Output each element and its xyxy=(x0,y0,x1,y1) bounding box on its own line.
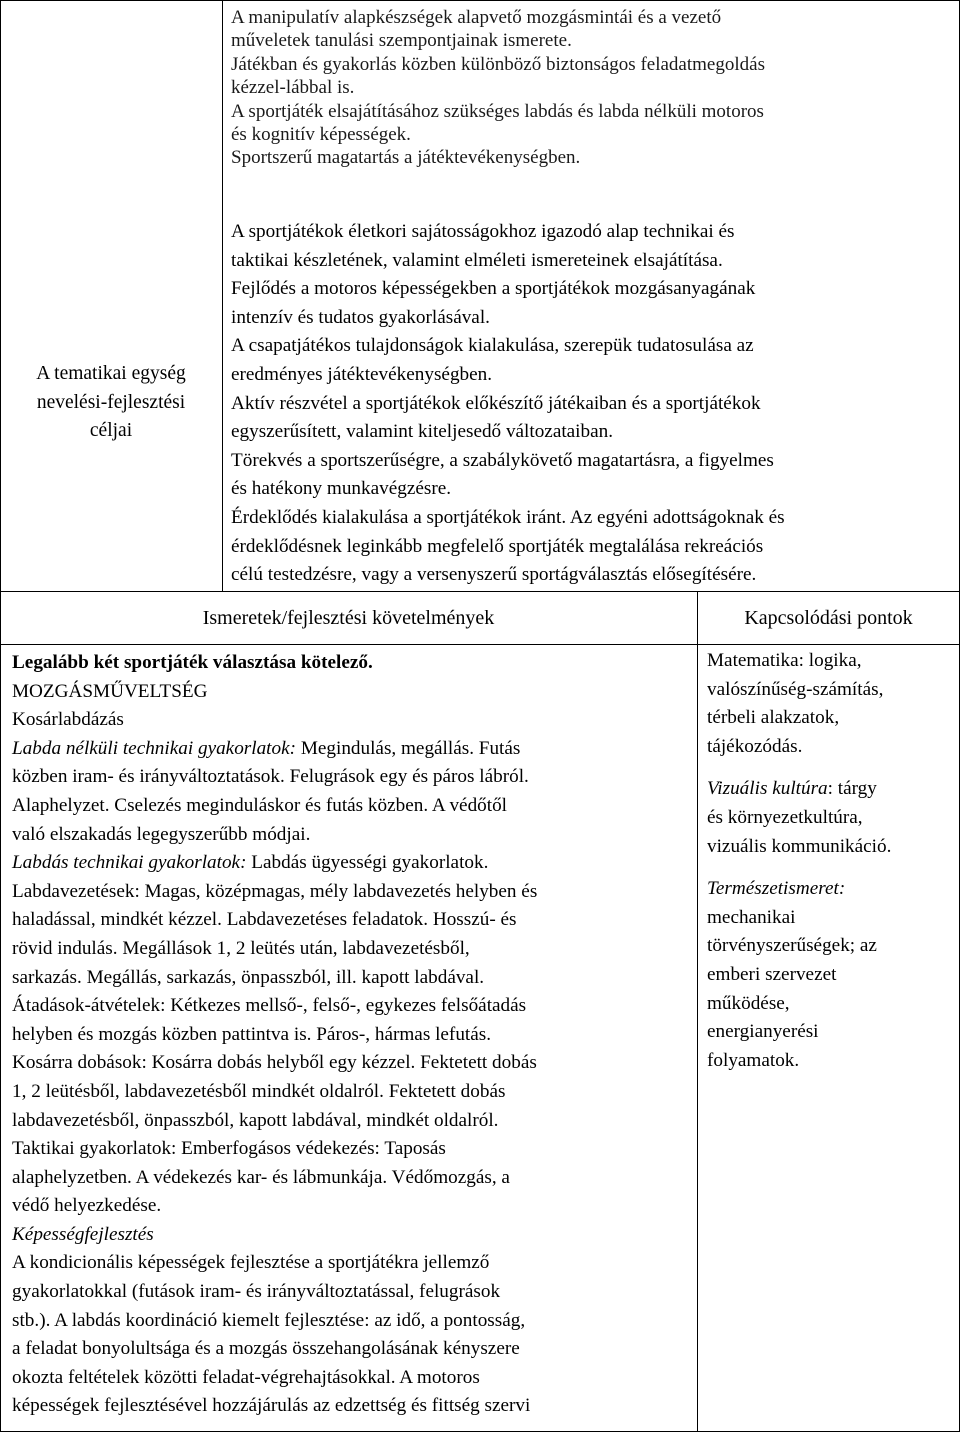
requirement-line xyxy=(12,1364,695,1393)
requirement-text: alaphelyzetben. A védekezés kar- és lábmunkája. Védőmozgás, a xyxy=(12,1166,510,1188)
connection-math xyxy=(707,647,957,761)
requirement-line xyxy=(12,1249,695,1278)
connection-visual xyxy=(707,775,957,861)
requirement-line xyxy=(12,1049,695,1078)
prior-line: A manipulatív alapkészségek alapvető mozgásmintái és a vezető xyxy=(231,7,722,28)
requirement-line xyxy=(12,964,695,993)
goals-line: eredményes játéktevékenységben. xyxy=(231,363,493,385)
prior-line: kézzel-lábbal is. xyxy=(231,77,355,99)
requirement-text: Kosárra dobások: Kosárra dobás helyből egy kézzel. Fektetett dobás xyxy=(12,1052,537,1074)
connection-science-label: Természetismeret: xyxy=(707,878,846,900)
requirement-line xyxy=(12,792,695,821)
requirement-line xyxy=(12,1078,695,1107)
requirement-text: Taktikai gyakorlatok: Emberfogásos védekezés: Taposás xyxy=(12,1138,446,1160)
requirement-text: A kondicionális képességek fejlesztése a sportjátékra jellemző xyxy=(12,1252,490,1274)
goals-line: célú testedzésre, vagy a versenyszerű sportágválasztás elősegítésére. xyxy=(231,564,757,586)
requirement-text: való elszakadás legegyszerűbb módjai. xyxy=(12,823,311,845)
requirement-line xyxy=(12,906,695,935)
requirement-text: haladással, mindkét kézzel. Labdavezetéses feladatok. Hosszú- és xyxy=(12,909,517,931)
science-lines-line: mechanikai xyxy=(707,906,796,928)
visual-lines-line: vizuális kommunikáció. xyxy=(707,835,892,857)
requirement-line xyxy=(12,821,695,850)
goals-label-line-1: A tematikai egység xyxy=(36,363,186,384)
prior-line: Játékban és gyakorlás közben különböző biztonságos feladatmegoldás xyxy=(231,53,765,75)
prior-knowledge-text xyxy=(231,6,956,170)
requirement-text: Megindulás, megállás. Futás xyxy=(296,737,521,759)
requirement-line xyxy=(12,1307,695,1336)
requirement-text: sarkazás. Megállás, sarkazás, önpasszból, ill. kapott labdával. xyxy=(12,966,485,988)
requirements-divider xyxy=(697,591,698,1432)
requirement-line xyxy=(12,849,695,878)
requirement-italic-label: Labda nélküli technikai gyakorlatok: xyxy=(12,737,297,759)
sport-name: Kosárlabdázás xyxy=(12,709,124,731)
connections-body xyxy=(707,647,957,1075)
goals-label-line-3: céljai xyxy=(89,420,133,442)
header-separator xyxy=(0,644,960,645)
requirements-lead: Legalább két sportjáték választása kötelező. xyxy=(12,652,373,673)
requirement-line xyxy=(12,1107,695,1136)
requirement-line xyxy=(12,763,695,792)
requirement-line xyxy=(12,992,695,1021)
requirement-text: helyben és mozgás közben pattintva is. Páros-, hármas lefutás. xyxy=(12,1023,492,1045)
requirement-text: labdavezetésből, önpasszból, kapott labdával, mindkét oldalról. xyxy=(12,1109,499,1131)
connection-visual-label: Vizuális kultúra xyxy=(707,778,828,800)
science-lines-line: működése, xyxy=(707,992,790,1014)
connection-science xyxy=(707,875,957,1075)
goals-line: érdeklődésnek leginkább megfelelő sportjáték megtalálása rekreációs xyxy=(231,535,764,557)
requirement-text: 1, 2 leütésből, labdavezetésből mindkét oldalról. Fektetett dobás xyxy=(12,1080,506,1102)
requirement-line xyxy=(12,878,695,907)
goals-label-cell xyxy=(0,360,222,446)
requirements-lines xyxy=(12,735,695,1421)
connections-header: Kapcsolódási pontok xyxy=(744,607,913,629)
goals-text xyxy=(231,218,956,590)
goals-line: Aktív részvétel a sportjátékok előkészítő játékaiban és a sportjátékok xyxy=(231,392,761,414)
requirement-line xyxy=(12,935,695,964)
requirements-body xyxy=(12,649,695,1421)
prior-line: Sportszerű magatartás a játéktevékenységben. xyxy=(231,147,581,169)
goals-line: A csapatjátékos tulajdonságok kialakulása, szerepük tudatosulása az xyxy=(231,335,754,357)
science-lines-line: energianyerési xyxy=(707,1021,819,1043)
connection-math-first: : logika, xyxy=(798,650,862,671)
requirement-text: Alaphelyzet. Cselezés meginduláskor és futás közben. A védőtől xyxy=(12,794,508,816)
goals-line: A sportjátékok életkori sajátosságokhoz igazodó alap technikai és xyxy=(231,221,735,242)
requirement-line xyxy=(12,1278,695,1307)
math-lines-line: valószínűség-számítás, xyxy=(707,678,884,700)
requirement-line xyxy=(12,1135,695,1164)
connection-visual-first: : tárgy xyxy=(827,778,877,800)
requirement-line xyxy=(12,1392,695,1421)
requirement-text: Labdavezetések: Magas, középmagas, mély labdavezetés helyben és xyxy=(12,880,538,902)
science-lines-line: folyamatok. xyxy=(707,1049,800,1071)
goals-line: Törekvés a sportszerűségre, a szabálykövető magatartásra, a figyelmes xyxy=(231,449,774,471)
goals-line: és hatékony munkavégzésre. xyxy=(231,478,452,500)
requirement-text: Labdás ügyességi gyakorlatok. xyxy=(246,852,489,874)
math-lines-line: térbeli alakzatok, xyxy=(707,707,840,729)
requirement-text: rövid indulás. Megállások 1, 2 leütés után, labdavezetésből, xyxy=(12,937,470,959)
goals-line: Fejlődés a motoros képességekben a sportjátékok mozgásanyagának xyxy=(231,278,756,300)
prior-line: műveletek tanulási szempontjainak ismerete. xyxy=(231,30,572,52)
requirement-line xyxy=(12,735,695,764)
requirement-text: közben iram- és irányváltoztatások. Felugrások egy és páros lábról. xyxy=(12,766,529,788)
goals-divider xyxy=(222,0,223,592)
connection-math-label: Matematika xyxy=(707,650,799,671)
goals-line: intenzív és tudatos gyakorlásával. xyxy=(231,306,490,328)
requirement-text: védő helyezkedése. xyxy=(12,1195,162,1217)
requirement-italic-label: Képességfejlesztés xyxy=(12,1223,154,1245)
visual-lines-line: és környezetkultúra, xyxy=(707,806,863,828)
requirement-line xyxy=(12,1021,695,1050)
requirements-header: Ismeretek/fejlesztési követelmények xyxy=(202,607,495,629)
goals-line: Érdeklődés kialakulása a sportjátékok iránt. Az egyéni adottságoknak és xyxy=(231,506,785,528)
requirement-line xyxy=(12,1335,695,1364)
requirement-line xyxy=(12,1221,695,1250)
goals-line: taktikai készletének, valamint elméleti ismereteinek elsajátítása. xyxy=(231,249,723,271)
requirement-line xyxy=(12,1192,695,1221)
math-lines-line: tájékozódás. xyxy=(707,735,803,757)
requirement-text: stb.). A labdás koordináció kiemelt fejlesztése: az idő, a pontosság, xyxy=(12,1309,526,1331)
requirement-text: a feladat bonyolultsága és a mozgás összehangolásának kényszere xyxy=(12,1338,520,1360)
prior-line: A sportjáték elsajátításához szükséges labdás és labda nélküli motoros xyxy=(231,100,764,122)
prior-line: és kognitív képességek. xyxy=(231,124,411,146)
goals-label-line-2: nevelési-fejlesztési xyxy=(36,391,186,413)
requirement-line xyxy=(12,1164,695,1193)
requirement-text: Átadások-átvételek: Kétkezes mellső-, felső-, egykezes felsőátadás xyxy=(12,995,527,1017)
science-lines-line: emberi szervezet xyxy=(707,963,837,985)
requirement-text: gyakorlatokkal (futások iram- és irányváltoztatással, felugrások xyxy=(12,1281,501,1303)
science-lines-line: törvényszerűségek; az xyxy=(707,935,877,957)
requirement-text: képességek fejlesztésével hozzájárulás az edzettség és fittség szervi xyxy=(12,1395,531,1417)
requirement-text: okozta feltételek közötti feladat-végrehajtásokkal. A motoros xyxy=(12,1366,480,1388)
requirement-italic-label: Labdás technikai gyakorlatok: xyxy=(12,852,247,874)
goals-line: egyszerűsített, valamint kiteljesedő változataiban. xyxy=(231,421,614,443)
motor-culture-heading: MOZGÁSMŰVELTSÉG xyxy=(12,680,208,702)
